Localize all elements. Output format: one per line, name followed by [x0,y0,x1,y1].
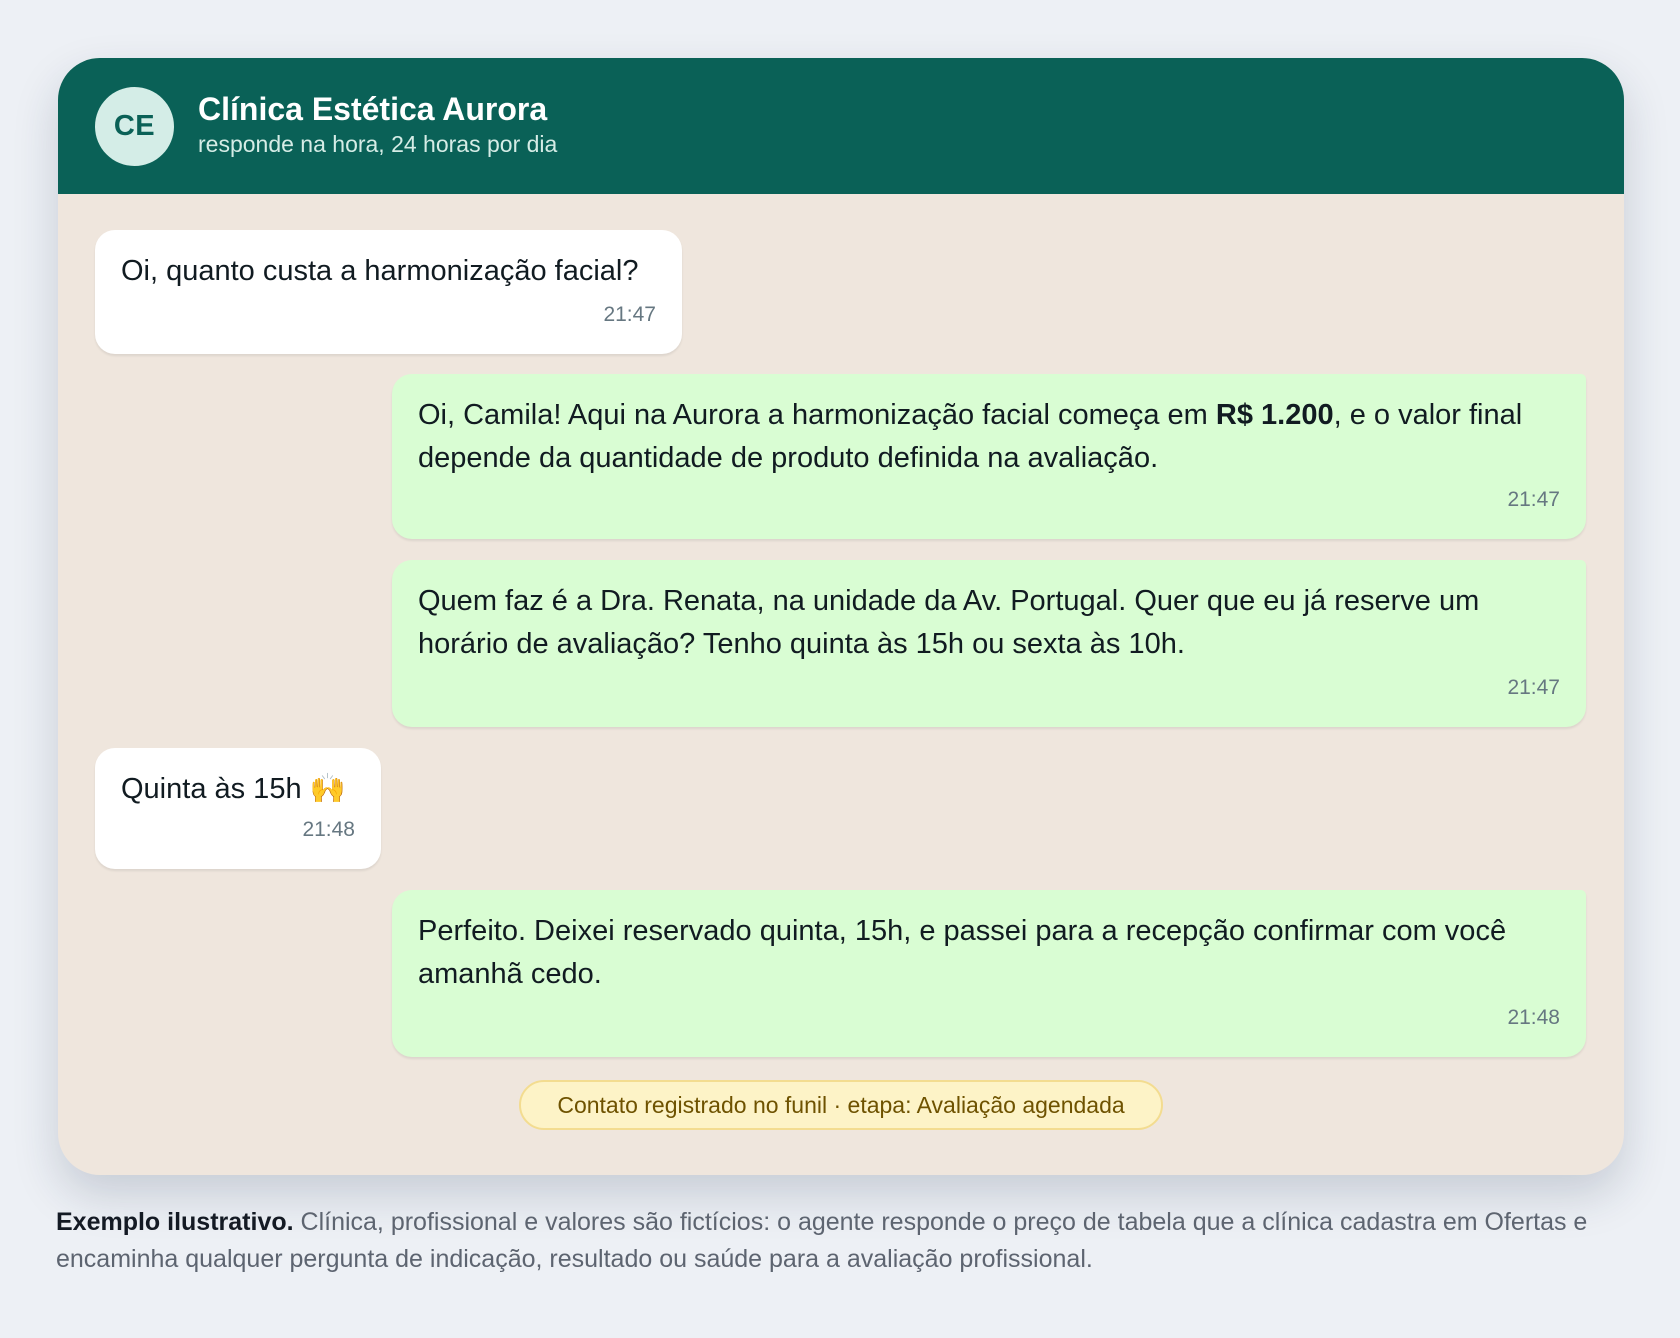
disclaimer-title: Exemplo ilustrativo. [56,1208,294,1236]
message-time: 21:47 [603,303,656,326]
message-bubble-outgoing[interactable] [392,374,1586,539]
message-bubble-incoming[interactable] [95,748,381,869]
chat-header[interactable] [58,58,1624,194]
message-time: 21:47 [1507,676,1560,699]
message-text: Oi, quanto custa a harmonização facial? [121,255,639,287]
message-time: 21:47 [1507,488,1560,511]
message-bubble-outgoing[interactable] [392,560,1586,727]
chat-window [58,58,1624,1175]
price-highlight: R$ 1.200 [1215,399,1334,431]
message-time: 21:48 [1507,1006,1560,1029]
message-time: 21:48 [302,818,355,841]
disclaimer-text: Clínica, profissional e valores são fictícios: o agente responde o preço de tabela que a clínica cadastra em Ofertas e encaminha qualquer pergunta de indicação, resultado ou saúde para a avaliação profissional. [56,1208,1588,1273]
message-bubble-outgoing[interactable] [392,890,1586,1057]
contact-status: responde na hora, 24 horas por dia [198,131,558,157]
message-text-part: , e o valor final depende da quantidade de produto definida na avaliação. [418,399,1523,474]
message-bubble-incoming[interactable] [95,230,682,354]
message-text: Quinta às 15h 🙌 [121,773,346,805]
message-text-part: Oi, Camila! Aqui na Aurora a harmonização facial começa em [418,399,1216,431]
message-text: Quem faz é a Dra. Renata, na unidade da Av. Portugal. Quer que eu já reserve um horário de avaliação? Tenho quinta às 15h ou sexta às 10h. [418,585,1480,660]
funnel-status-note: Contato registrado no funil · etapa: Avaliação agendada [519,1080,1163,1130]
message-text: Perfeito. Deixei reservado quinta, 15h, e passei para a recepção confirmar com você amanhã cedo. [418,915,1507,990]
contact-info [198,90,557,158]
disclaimer [56,1204,1616,1278]
avatar[interactable]: CE [95,87,174,166]
contact-name: Clínica Estética Aurora [198,91,548,127]
message-text [418,394,1560,480]
